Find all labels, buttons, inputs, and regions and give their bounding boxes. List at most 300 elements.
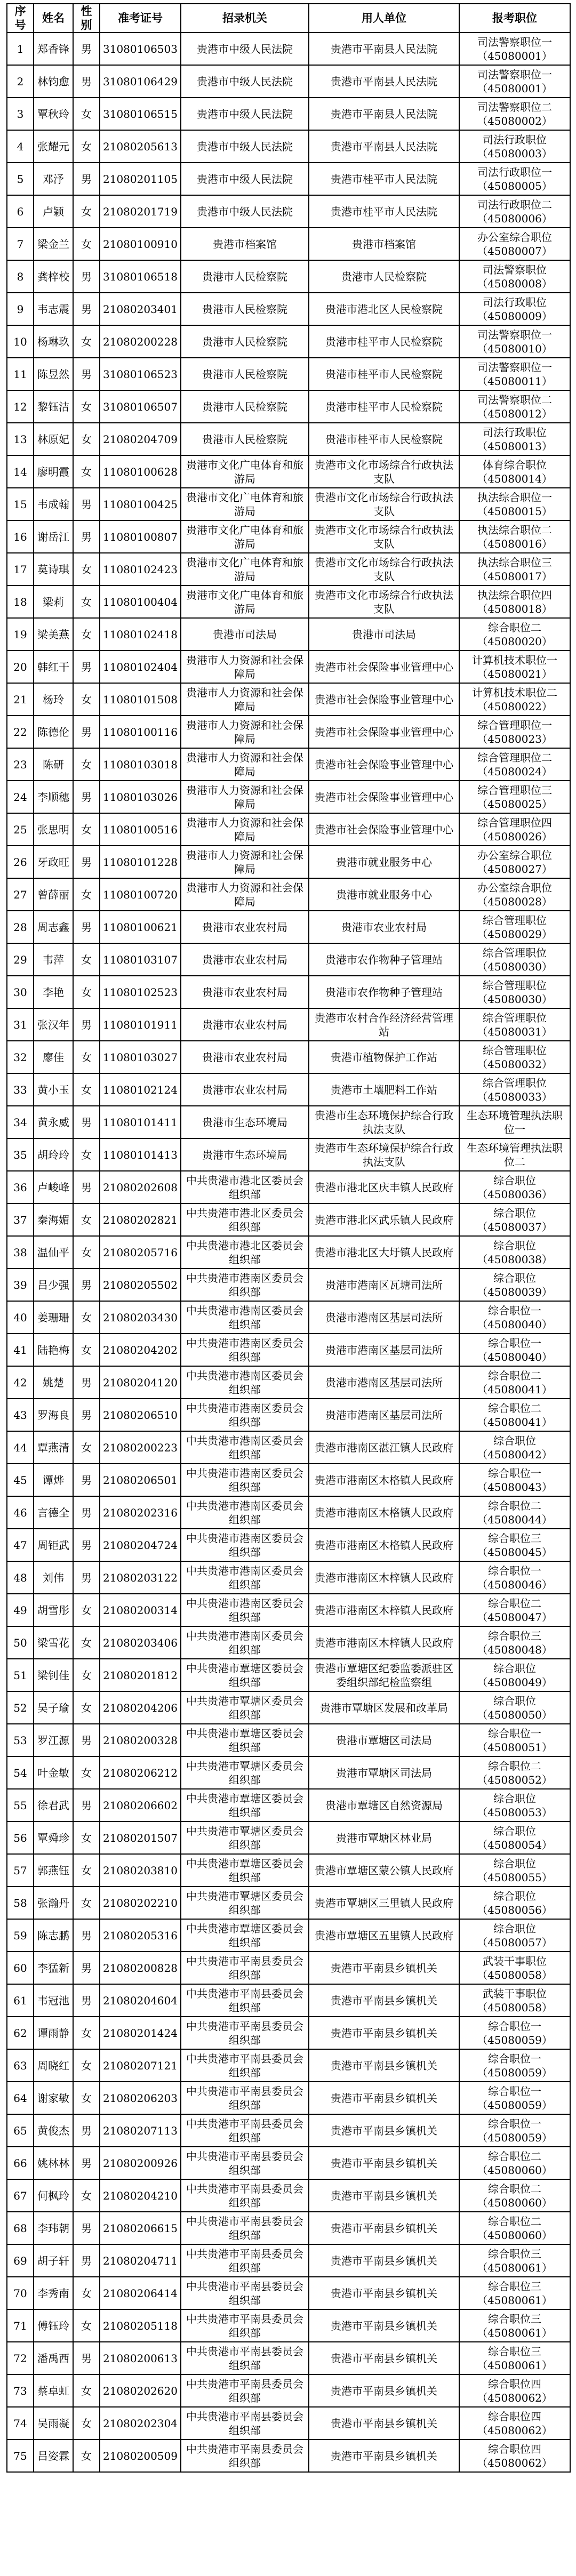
table-row (7, 1724, 570, 1756)
cell-gender: 男 (73, 1952, 100, 1984)
cell-exam-no: 21080201105 (100, 163, 181, 195)
table-row (7, 2439, 570, 2472)
cell-exam-no: 21080202608 (100, 1171, 181, 1203)
cell-gender: 女 (73, 228, 100, 260)
cell-name: 周钜武 (34, 1529, 73, 1561)
table-row (7, 878, 570, 911)
cell-seq: 17 (7, 553, 34, 585)
cell-seq: 64 (7, 2082, 34, 2114)
cell-gender: 男 (73, 2244, 100, 2277)
table-row (7, 98, 570, 130)
cell-name: 罗海良 (34, 1399, 73, 1431)
cell-unit: 贵港市平南县人民法院 (309, 65, 459, 98)
cell-seq: 57 (7, 1854, 34, 1887)
cell-exam-no: 21080202210 (100, 1887, 181, 1919)
cell-exam-no: 21080206510 (100, 1399, 181, 1431)
cell-position: 综合职位二（45080060） (459, 2212, 570, 2244)
cell-agency: 贵港市人民检察院 (181, 390, 309, 423)
cell-exam-no: 21080204709 (100, 423, 181, 455)
cell-position: 综合职位（45080038） (459, 1236, 570, 1269)
cell-name: 邓汿 (34, 163, 73, 195)
candidate-table (6, 3, 571, 2473)
cell-gender: 女 (73, 1691, 100, 1724)
cell-gender: 男 (73, 1561, 100, 1594)
cell-agency: 中共贵港市港南区委员会组织部 (181, 1594, 309, 1626)
cell-gender: 男 (73, 488, 100, 520)
table-row (7, 976, 570, 1008)
cell-seq: 71 (7, 2309, 34, 2342)
cell-position: 综合职位一（45080059） (459, 2017, 570, 2049)
cell-name: 张瀚丹 (34, 1887, 73, 1919)
cell-agency: 贵港市人力资源和社会保障局 (181, 846, 309, 878)
cell-agency: 中共贵港市平南县委员会组织部 (181, 2049, 309, 2082)
cell-gender: 男 (73, 911, 100, 943)
cell-agency: 贵港市人力资源和社会保障局 (181, 716, 309, 748)
header-gender: 性别 (73, 4, 100, 33)
cell-seq: 73 (7, 2374, 34, 2407)
cell-name: 姚林林 (34, 2147, 73, 2179)
table-row (7, 1269, 570, 1301)
cell-unit: 贵港市平南县乡镇机关 (309, 2212, 459, 2244)
table-row (7, 1399, 570, 1431)
cell-position: 综合职位（45080036） (459, 1171, 570, 1203)
cell-gender: 男 (73, 1106, 100, 1138)
cell-unit: 贵港市社会保险事业管理中心 (309, 683, 459, 716)
cell-unit: 贵港市农业农村局 (309, 911, 459, 943)
table-row (7, 293, 570, 325)
cell-name: 谭雨静 (34, 2017, 73, 2049)
cell-agency: 中共贵港市平南县委员会组织部 (181, 2082, 309, 2114)
cell-gender: 女 (73, 2082, 100, 2114)
cell-gender: 男 (73, 781, 100, 813)
cell-position: 司法警察职位一（45080011） (459, 358, 570, 390)
cell-exam-no: 21080201507 (100, 1821, 181, 1854)
cell-unit: 贵港市港北区武乐镇人民政府 (309, 1203, 459, 1236)
table-row (7, 390, 570, 423)
cell-unit: 贵港市港北区人民检察院 (309, 293, 459, 325)
cell-position: 司法警察职位一（45080010） (459, 325, 570, 358)
cell-seq: 48 (7, 1561, 34, 1594)
table-row (7, 228, 570, 260)
cell-position: 办公室综合职位（45080028） (459, 878, 570, 911)
cell-position: 综合职位三（45080045） (459, 1529, 570, 1561)
cell-exam-no: 21080200613 (100, 2342, 181, 2374)
cell-position: 综合职位二（45080041） (459, 1366, 570, 1399)
cell-position: 综合职位三（45080061） (459, 2309, 570, 2342)
cell-agency: 中共贵港市平南县委员会组织部 (181, 2342, 309, 2374)
cell-unit: 贵港市港南区基层司法所 (309, 1301, 459, 1334)
cell-unit: 贵港市就业服务中心 (309, 846, 459, 878)
cell-gender: 男 (73, 65, 100, 98)
cell-name: 梁金兰 (34, 228, 73, 260)
cell-seq: 43 (7, 1399, 34, 1431)
cell-agency: 贵港市中级人民法院 (181, 195, 309, 228)
cell-seq: 7 (7, 228, 34, 260)
cell-gender: 男 (73, 1366, 100, 1399)
cell-exam-no: 11080100404 (100, 585, 181, 618)
cell-gender: 女 (73, 2179, 100, 2212)
cell-unit: 贵港市文化市场综合行政执法支队 (309, 520, 459, 553)
cell-position: 司法警察职位一（45080001） (459, 65, 570, 98)
cell-exam-no: 21080200828 (100, 1952, 181, 1984)
cell-seq: 8 (7, 260, 34, 293)
cell-position: 综合职位一（45080046） (459, 1561, 570, 1594)
table-row (7, 1789, 570, 1821)
header-position: 报考职位 (459, 4, 570, 33)
cell-name: 陈昱然 (34, 358, 73, 390)
cell-exam-no: 21080206212 (100, 1756, 181, 1789)
cell-gender: 女 (73, 2407, 100, 2439)
cell-name: 胡子轩 (34, 2244, 73, 2277)
cell-seq: 42 (7, 1366, 34, 1399)
cell-gender: 男 (73, 2212, 100, 2244)
cell-position: 综合职位三（45080061） (459, 2342, 570, 2374)
cell-agency: 中共贵港市港南区委员会组织部 (181, 1399, 309, 1431)
table-row (7, 488, 570, 520)
cell-name: 吕姿霖 (34, 2439, 73, 2472)
table-row (7, 2277, 570, 2309)
cell-name: 李艳 (34, 976, 73, 1008)
cell-agency: 贵港市生态环境局 (181, 1138, 309, 1171)
cell-exam-no: 11080101508 (100, 683, 181, 716)
cell-unit: 贵港市社会保险事业管理中心 (309, 781, 459, 813)
cell-seq: 27 (7, 878, 34, 911)
cell-unit: 贵港市文化市场综合行政执法支队 (309, 455, 459, 488)
table-row (7, 1464, 570, 1496)
table-row (7, 1106, 570, 1138)
cell-name: 张思明 (34, 813, 73, 846)
cell-gender: 男 (73, 1269, 100, 1301)
cell-gender: 男 (73, 2147, 100, 2179)
cell-exam-no: 21080206615 (100, 2212, 181, 2244)
cell-agency: 贵港市人民检察院 (181, 260, 309, 293)
cell-position: 司法行政职位（45080009） (459, 293, 570, 325)
cell-name: 李玮朝 (34, 2212, 73, 2244)
cell-gender: 女 (73, 1203, 100, 1236)
table-row (7, 1236, 570, 1269)
cell-name: 胡雪彤 (34, 1594, 73, 1626)
cell-name: 罗江源 (34, 1724, 73, 1756)
cell-exam-no: 11080102423 (100, 553, 181, 585)
cell-gender: 女 (73, 1887, 100, 1919)
cell-exam-no: 21080207121 (100, 2049, 181, 2082)
cell-unit: 贵港市港南区基层司法所 (309, 1399, 459, 1431)
cell-seq: 20 (7, 651, 34, 683)
cell-name: 陈志鹏 (34, 1919, 73, 1952)
cell-exam-no: 21080203810 (100, 1854, 181, 1887)
cell-unit: 贵港市港北区庆丰镇人民政府 (309, 1171, 459, 1203)
cell-gender: 女 (73, 2309, 100, 2342)
table-row (7, 1984, 570, 2017)
cell-exam-no: 11080101911 (100, 1008, 181, 1041)
cell-agency: 贵港市中级人民法院 (181, 98, 309, 130)
cell-position: 综合职位一（45080040） (459, 1301, 570, 1334)
header-agency: 招录机关 (181, 4, 309, 33)
cell-name: 梁美燕 (34, 618, 73, 651)
cell-seq: 37 (7, 1203, 34, 1236)
cell-agency: 中共贵港市平南县委员会组织部 (181, 1984, 309, 2017)
cell-name: 覃燕清 (34, 1431, 73, 1464)
cell-seq: 32 (7, 1041, 34, 1073)
cell-unit: 贵港市社会保险事业管理中心 (309, 748, 459, 781)
cell-gender: 女 (73, 390, 100, 423)
cell-name: 曾薛丽 (34, 878, 73, 911)
cell-agency: 贵港市文化广电体育和旅游局 (181, 455, 309, 488)
cell-position: 综合职位一（45080051） (459, 1724, 570, 1756)
cell-name: 谭烨 (34, 1464, 73, 1496)
cell-seq: 15 (7, 488, 34, 520)
cell-name: 黎钰洁 (34, 390, 73, 423)
cell-unit: 贵港市平南县乡镇机关 (309, 2082, 459, 2114)
table-row (7, 1203, 570, 1236)
table-row (7, 911, 570, 943)
table-row (7, 1496, 570, 1529)
cell-agency: 贵港市人力资源和社会保障局 (181, 813, 309, 846)
cell-seq: 72 (7, 2342, 34, 2374)
cell-agency: 中共贵港市覃塘区委员会组织部 (181, 1724, 309, 1756)
cell-position: 综合职位二（45080020） (459, 618, 570, 651)
cell-gender: 男 (73, 2342, 100, 2374)
cell-seq: 6 (7, 195, 34, 228)
cell-exam-no: 31080106503 (100, 33, 181, 65)
cell-unit: 贵港市港南区木格镇人民政府 (309, 1464, 459, 1496)
cell-position: 综合职位二（45080060） (459, 2147, 570, 2179)
cell-exam-no: 21080202304 (100, 2407, 181, 2439)
cell-seq: 5 (7, 163, 34, 195)
cell-exam-no: 21080100910 (100, 228, 181, 260)
cell-name: 胡玲玲 (34, 1138, 73, 1171)
table-row (7, 651, 570, 683)
cell-unit: 贵港市平南县乡镇机关 (309, 2342, 459, 2374)
cell-gender: 女 (73, 2017, 100, 2049)
cell-agency: 贵港市人力资源和社会保障局 (181, 651, 309, 683)
cell-position: 综合职位（45080050） (459, 1691, 570, 1724)
table-row (7, 2147, 570, 2179)
cell-exam-no: 11080100807 (100, 520, 181, 553)
cell-exam-no: 21080205502 (100, 1269, 181, 1301)
cell-agency: 贵港市农业农村局 (181, 1008, 309, 1041)
cell-unit: 贵港市平南县人民法院 (309, 98, 459, 130)
table-row (7, 2082, 570, 2114)
cell-unit: 贵港市文化市场综合行政执法支队 (309, 553, 459, 585)
table-row (7, 1138, 570, 1171)
cell-name: 吕少强 (34, 1269, 73, 1301)
cell-gender: 男 (73, 651, 100, 683)
cell-gender: 男 (73, 1496, 100, 1529)
cell-position: 司法警察职位二（45080002） (459, 98, 570, 130)
cell-seq: 26 (7, 846, 34, 878)
cell-gender: 男 (73, 1529, 100, 1561)
cell-seq: 52 (7, 1691, 34, 1724)
cell-name: 谢岳江 (34, 520, 73, 553)
cell-agency: 中共贵港市港北区委员会组织部 (181, 1236, 309, 1269)
cell-exam-no: 11080100720 (100, 878, 181, 911)
cell-unit: 贵港市平南县乡镇机关 (309, 2147, 459, 2179)
cell-seq: 62 (7, 2017, 34, 2049)
cell-agency: 贵港市人民检察院 (181, 358, 309, 390)
table-row (7, 2212, 570, 2244)
cell-exam-no: 11080101411 (100, 1106, 181, 1138)
cell-position: 综合职位三（45080048） (459, 1626, 570, 1659)
cell-name: 黄永威 (34, 1106, 73, 1138)
cell-unit: 贵港市土壤肥料工作站 (309, 1073, 459, 1106)
cell-exam-no: 11080102418 (100, 618, 181, 651)
cell-unit: 贵港市农作物种子管理站 (309, 976, 459, 1008)
cell-position: 综合职位四（45080062） (459, 2407, 570, 2439)
cell-unit: 贵港市平南县乡镇机关 (309, 2439, 459, 2472)
cell-unit: 贵港市港南区木梓镇人民政府 (309, 1594, 459, 1626)
cell-position: 综合职位三（45080061） (459, 2277, 570, 2309)
candidate-list (6, 3, 570, 2473)
cell-name: 言德全 (34, 1496, 73, 1529)
table-row (7, 748, 570, 781)
cell-name: 覃秋玲 (34, 98, 73, 130)
cell-agency: 中共贵港市覃塘区委员会组织部 (181, 1854, 309, 1887)
cell-seq: 56 (7, 1821, 34, 1854)
cell-unit: 贵港市文化市场综合行政执法支队 (309, 488, 459, 520)
cell-exam-no: 11080101413 (100, 1138, 181, 1171)
cell-agency: 中共贵港市平南县委员会组织部 (181, 2114, 309, 2147)
cell-agency: 中共贵港市港南区委员会组织部 (181, 1464, 309, 1496)
cell-position: 综合职位一（45080043） (459, 1464, 570, 1496)
cell-name: 张耀元 (34, 130, 73, 163)
cell-agency: 贵港市文化广电体育和旅游局 (181, 488, 309, 520)
cell-gender: 女 (73, 1236, 100, 1269)
cell-exam-no: 21080200223 (100, 1431, 181, 1464)
cell-unit: 贵港市社会保险事业管理中心 (309, 813, 459, 846)
cell-seq: 31 (7, 1008, 34, 1041)
cell-agency: 中共贵港市平南县委员会组织部 (181, 2407, 309, 2439)
cell-seq: 55 (7, 1789, 34, 1821)
cell-exam-no: 11080102124 (100, 1073, 181, 1106)
cell-agency: 贵港市人民检察院 (181, 423, 309, 455)
table-row (7, 1854, 570, 1887)
cell-unit: 贵港市平南县乡镇机关 (309, 2277, 459, 2309)
cell-position: 司法行政职位二（45080006） (459, 195, 570, 228)
cell-unit: 贵港市覃塘区林业局 (309, 1821, 459, 1854)
cell-name: 蔡卓虹 (34, 2374, 73, 2407)
cell-agency: 中共贵港市港南区委员会组织部 (181, 1269, 309, 1301)
table-row (7, 325, 570, 358)
cell-unit: 贵港市覃塘区五里镇人民政府 (309, 1919, 459, 1952)
cell-name: 郑香锋 (34, 33, 73, 65)
cell-agency: 中共贵港市平南县委员会组织部 (181, 2439, 309, 2472)
cell-agency: 中共贵港市平南县委员会组织部 (181, 1952, 309, 1984)
table-row (7, 813, 570, 846)
cell-seq: 36 (7, 1171, 34, 1203)
cell-unit: 贵港市档案馆 (309, 228, 459, 260)
cell-name: 韦萍 (34, 943, 73, 976)
cell-agency: 中共贵港市覃塘区委员会组织部 (181, 1919, 309, 1952)
cell-seq: 40 (7, 1301, 34, 1334)
cell-exam-no: 21080205316 (100, 1919, 181, 1952)
table-row (7, 1008, 570, 1041)
cell-agency: 贵港市农业农村局 (181, 911, 309, 943)
table-row (7, 2342, 570, 2374)
cell-name: 梁雪花 (34, 1626, 73, 1659)
cell-name: 何枫玲 (34, 2179, 73, 2212)
cell-unit: 贵港市桂平市人民检察院 (309, 390, 459, 423)
cell-exam-no: 21080203401 (100, 293, 181, 325)
cell-position: 司法行政职位（45080013） (459, 423, 570, 455)
cell-gender: 女 (73, 553, 100, 585)
cell-agency: 中共贵港市平南县委员会组织部 (181, 2147, 309, 2179)
cell-position: 综合管理职位三（45080025） (459, 781, 570, 813)
cell-gender: 女 (73, 1854, 100, 1887)
cell-exam-no: 11080100621 (100, 911, 181, 943)
table-row (7, 33, 570, 65)
cell-unit: 贵港市生态环境保护综合行政执法支队 (309, 1138, 459, 1171)
cell-exam-no: 21080206414 (100, 2277, 181, 2309)
cell-name: 陆艳梅 (34, 1334, 73, 1366)
cell-position: 综合职位二（45080052） (459, 1756, 570, 1789)
table-row (7, 585, 570, 618)
cell-gender: 女 (73, 1756, 100, 1789)
cell-position: 司法警察职位二（45080012） (459, 390, 570, 423)
cell-position: 办公室综合职位（45080027） (459, 846, 570, 878)
cell-exam-no: 31080106518 (100, 260, 181, 293)
cell-position: 执法综合职位四（45080018） (459, 585, 570, 618)
cell-agency: 中共贵港市平南县委员会组织部 (181, 2179, 309, 2212)
cell-unit: 贵港市植物保护工作站 (309, 1041, 459, 1073)
cell-name: 吴子瑜 (34, 1691, 73, 1724)
cell-unit: 贵港市平南县乡镇机关 (309, 2179, 459, 2212)
cell-position: 综合职位（45080057） (459, 1919, 570, 1952)
cell-gender: 女 (73, 2277, 100, 2309)
cell-unit: 贵港市覃塘区自然资源局 (309, 1789, 459, 1821)
cell-exam-no: 21080206602 (100, 1789, 181, 1821)
cell-exam-no: 11080103107 (100, 943, 181, 976)
table-row (7, 781, 570, 813)
cell-position: 执法综合职位二（45080016） (459, 520, 570, 553)
cell-unit: 贵港市港南区木梓镇人民政府 (309, 1626, 459, 1659)
cell-seq: 12 (7, 390, 34, 423)
cell-agency: 中共贵港市覃塘区委员会组织部 (181, 1691, 309, 1724)
table-row (7, 260, 570, 293)
header-name: 姓名 (34, 4, 73, 33)
cell-agency: 中共贵港市港南区委员会组织部 (181, 1431, 309, 1464)
cell-agency: 贵港市人民检察院 (181, 293, 309, 325)
cell-seq: 25 (7, 813, 34, 846)
cell-unit: 贵港市港南区木格镇人民政府 (309, 1529, 459, 1561)
cell-agency: 中共贵港市覃塘区委员会组织部 (181, 1887, 309, 1919)
table-row (7, 2114, 570, 2147)
cell-seq: 30 (7, 976, 34, 1008)
cell-exam-no: 21080205716 (100, 1236, 181, 1269)
cell-name: 郭燕钰 (34, 1854, 73, 1887)
cell-gender: 女 (73, 878, 100, 911)
cell-seq: 70 (7, 2277, 34, 2309)
cell-gender: 女 (73, 325, 100, 358)
cell-name: 张汉年 (34, 1008, 73, 1041)
cell-agency: 贵港市农业农村局 (181, 976, 309, 1008)
cell-agency: 中共贵港市覃塘区委员会组织部 (181, 1659, 309, 1691)
table-row (7, 1366, 570, 1399)
cell-name: 傅钰玲 (34, 2309, 73, 2342)
cell-unit: 贵港市覃塘区三里镇人民政府 (309, 1887, 459, 1919)
cell-name: 陈研 (34, 748, 73, 781)
table-row (7, 1431, 570, 1464)
cell-seq: 75 (7, 2439, 34, 2472)
cell-exam-no: 11080100516 (100, 813, 181, 846)
cell-seq: 65 (7, 2114, 34, 2147)
cell-gender: 男 (73, 2114, 100, 2147)
cell-exam-no: 21080203430 (100, 1301, 181, 1334)
cell-seq: 24 (7, 781, 34, 813)
header-seq: 序号 (7, 4, 34, 33)
cell-name: 谢家敏 (34, 2082, 73, 2114)
cell-seq: 49 (7, 1594, 34, 1626)
